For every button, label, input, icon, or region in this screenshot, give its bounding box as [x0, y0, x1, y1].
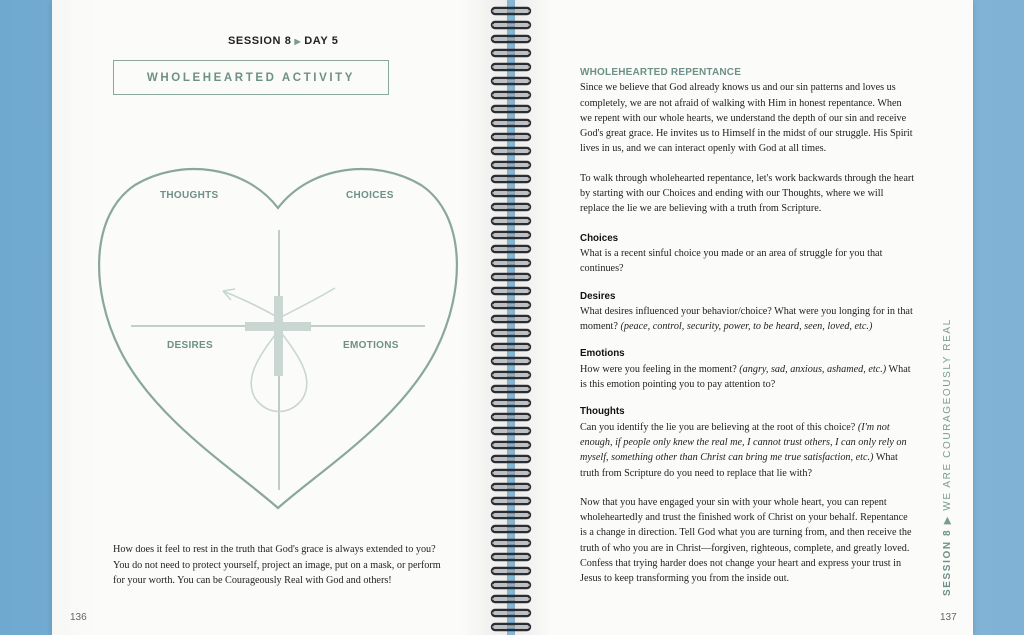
vertical-running-title — [942, 318, 953, 596]
spiral-coil — [486, 566, 536, 576]
vertical-title: WE ARE COURAGEOUSLY REAL — [942, 318, 953, 511]
spiral-coil — [486, 62, 536, 72]
spiral-coil — [486, 160, 536, 170]
spiral-coil — [486, 314, 536, 324]
spiral-coil — [486, 510, 536, 520]
walkthrough-paragraph: To walk through wholehearted repentance, let's work backwards through the heart by starting with our Choices and ending with our Thoughts, where we will replace the lie we are believing with a truth from Scripture. — [580, 172, 915, 215]
spiral-coil — [486, 174, 536, 184]
right-column — [580, 65, 915, 587]
emotions-examples: (angry, sad, anxious, ashamed, etc.) — [739, 363, 887, 375]
heart-label-choices: CHOICES — [346, 190, 394, 201]
spiral-coil — [486, 398, 536, 408]
thoughts-heading: Thoughts — [580, 406, 625, 418]
spiral-coil — [486, 104, 536, 114]
choices-heading: Choices — [580, 232, 619, 244]
spiral-coil — [486, 370, 536, 380]
thoughts-examples: (I'm not enough, if people only knew the real me, I cannot trust others, I can only rely on myself, something other than Christ can bring me true satisfaction, etc.) — [580, 421, 907, 464]
heart-label-desires: DESIRES — [167, 340, 214, 351]
spiral-coil — [486, 132, 536, 142]
choices-text: What is a recent sinful choice you made or an area of struggle for you that continues? — [580, 247, 883, 275]
heart-diagram — [95, 160, 461, 512]
curve-arrow-left — [223, 291, 279, 318]
spiral-coil — [486, 48, 536, 58]
desires-examples: (peace, control, security, power, to be heard, seen, loved, etc.) — [620, 321, 873, 333]
spiral-coil — [486, 76, 536, 86]
spiral-coil — [486, 90, 536, 100]
spiral-coil — [486, 622, 536, 632]
vertical-session: SESSION 8 — [942, 528, 953, 596]
spiral-coil — [486, 594, 536, 604]
spiral-coil — [486, 118, 536, 128]
spiral-coil — [486, 384, 536, 394]
spiral-coil — [486, 454, 536, 464]
thoughts-text-a: Can you identify the lie you are believing at the root of this choice? — [580, 421, 856, 433]
spiral-coil — [486, 426, 536, 436]
thoughts-text-b: What truth from Scripture do you need to replace that lie with? — [580, 452, 898, 479]
activity-title-box — [113, 60, 389, 95]
spiral-coil — [486, 524, 536, 534]
day-label: DAY 5 — [304, 35, 339, 47]
spiral-coil — [486, 342, 536, 352]
spiral-coil — [486, 34, 536, 44]
spiral-coil — [486, 230, 536, 240]
spiral-coil — [486, 216, 536, 226]
spiral-coil — [486, 244, 536, 254]
spiral-coil — [486, 328, 536, 338]
emotions-text-a: How were you feeling in the moment? — [580, 363, 737, 375]
spiral-coil — [486, 412, 536, 422]
spiral-coil — [486, 146, 536, 156]
spiral-coil — [486, 482, 536, 492]
activity-title: WHOLEHEARTED ACTIVITY — [146, 71, 356, 84]
spiral-coil — [486, 6, 536, 16]
spiral-coil — [486, 188, 536, 198]
section-title: WHOLEHEARTED REPENTANCE — [580, 67, 742, 78]
spiral-coil — [486, 580, 536, 590]
spiral-coil — [486, 20, 536, 30]
spiral-coil — [486, 496, 536, 506]
session-label: SESSION 8 — [228, 35, 292, 47]
cross-vertical — [274, 296, 283, 376]
arrow-right-icon: ▶ — [294, 37, 302, 46]
emotions-paragraph — [580, 362, 915, 393]
desires-heading: Desires — [580, 290, 616, 302]
spiral-coil — [486, 300, 536, 310]
page-number-left: 136 — [70, 612, 87, 623]
spiral-binding — [486, 0, 536, 635]
left-body-text: How does it feel to rest in the truth that God's grace is always extended to you? You do not need to protect yourself, project an image, put on a mask, or perform for your worth. You can be Courageously Real with God and others! — [113, 544, 441, 586]
spiral-coil — [486, 272, 536, 282]
curve-right — [279, 288, 335, 318]
closing-paragraph: Now that you have engaged your sin with your whole heart, you can repent wholeheartedly and trust the finished work of Christ on your behalf. Repentance is a change in direction. Tell God what you are turning from, and then receive the truth of who you are in Christ—forgiven, righteous, complete, and greatly loved. Confess that trying harder does not change your heart and express your trust in Jesus to keep transforming you from the inside out. — [580, 496, 912, 585]
spiral-coil — [486, 538, 536, 548]
heart-label-emotions: EMOTIONS — [343, 340, 399, 351]
spiral-coil — [486, 468, 536, 478]
spiral-coil — [486, 286, 536, 296]
spiral-coil — [486, 440, 536, 450]
spiral-coil — [486, 202, 536, 212]
cross-horizontal — [245, 322, 311, 331]
page-number-right: 137 — [940, 612, 957, 623]
session-header — [228, 35, 338, 47]
heart-label-thoughts: THOUGHTS — [160, 190, 219, 201]
intro-paragraph: Since we believe that God already knows us and our sin patterns and loves us completely, we are not afraid of walking with Him in honest repentance. When we repent with our whole hearts, we understand the depth of our sin and receive God's great grace. He invites us to Himself in the midst of our struggle. His Spirit lives in us, and we can interact openly with God at all times. — [580, 82, 913, 155]
desires-text: What desires influenced your behavior/choice? What were you longing for in that moment? — [580, 305, 913, 333]
emotions-text-b: What is this emotion pointing you to pay attention to? — [580, 363, 911, 391]
spiral-coil — [486, 552, 536, 562]
spiral-coil — [486, 608, 536, 618]
arrow-right-icon: ▶ — [942, 515, 953, 525]
thoughts-paragraph — [580, 420, 915, 481]
desires-paragraph — [580, 304, 915, 335]
emotions-heading: Emotions — [580, 348, 625, 360]
spiral-coil — [486, 258, 536, 268]
spiral-coil — [486, 356, 536, 366]
